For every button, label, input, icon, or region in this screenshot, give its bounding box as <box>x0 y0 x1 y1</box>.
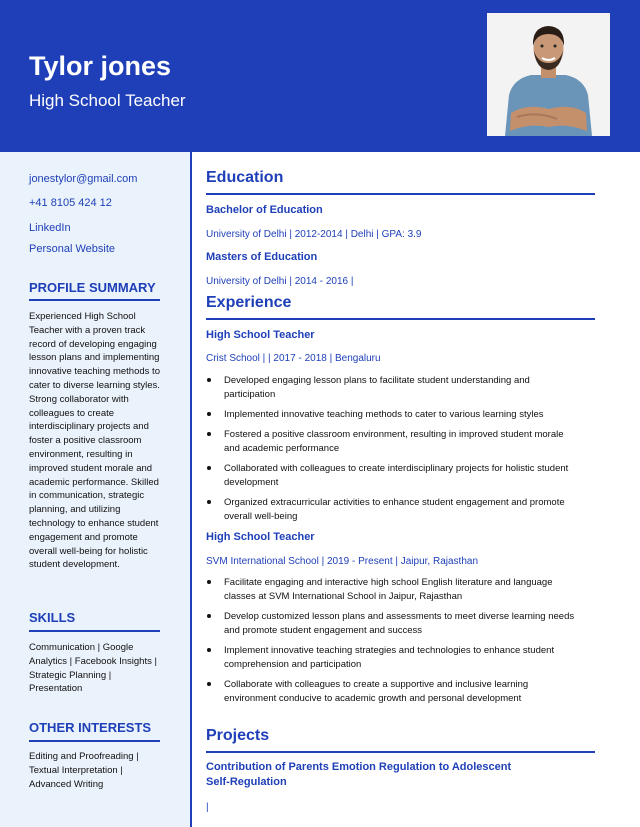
person-portrait-icon <box>487 13 610 136</box>
profile-summary-text: Experienced High School Teacher with a proven track record of developing engaging lesson plans and implementing innovative teaching methods to cater to diverse learning styles. Strong collaborator with colleagues to create interdisciplinary projects and foster a positive classroom environment, resulting in improved student morale and academic performance. Skilled in communication, strategic planning, and utilizing technology to enhance student engagement and promote overall well-being for holistic student development. <box>29 311 160 571</box>
experience-heading: Experience <box>206 294 292 311</box>
candidate-role: High School Teacher <box>29 91 186 110</box>
list-item: Fostered a positive classroom environment, resulting in improved student morale and academic performance <box>206 428 581 456</box>
education-heading: Education <box>206 169 284 186</box>
project-title: Contribution of Parents Emotion Regulation to Adolescent Self-Regulation <box>206 761 512 788</box>
projects-heading: Projects <box>206 727 270 744</box>
email-link[interactable]: jonestylor@gmail.com <box>29 173 138 185</box>
education-degree: Bachelor of Education <box>206 204 323 216</box>
profile-summary-heading: PROFILE SUMMARY <box>29 280 156 295</box>
job-bullet-list <box>206 576 581 706</box>
other-interests-heading: OTHER INTERESTS <box>29 720 152 735</box>
education-degree: Masters of Education <box>206 251 318 263</box>
job-meta: Crist School | | 2017 - 2018 | Bengaluru <box>206 353 381 364</box>
profile-photo <box>487 13 610 136</box>
projects-rule <box>206 751 595 753</box>
linkedin-link[interactable]: LinkedIn <box>29 222 71 234</box>
job-bullet-list <box>206 374 581 524</box>
list-item: Facilitate engaging and interactive high school English literature and language classes at SVM International School in Jaipur, Rajasthan <box>206 576 581 604</box>
education-meta: University of Delhi | 2012-2014 | Delhi | GPA: 3.9 <box>206 229 422 240</box>
experience-rule <box>206 318 595 320</box>
list-item: Collaborate with colleagues to create a supportive and inclusive learning environment conducive to academic growth and personal development <box>206 678 581 706</box>
other-interests-text: Editing and Proofreading | Textual Interpretation | Advanced Writing <box>29 751 139 790</box>
list-item: Develop customized lesson plans and assessments to meet diverse learning needs and promote student engagement and success <box>206 610 581 638</box>
column-divider <box>190 152 192 827</box>
website-link[interactable]: Personal Website <box>29 243 116 255</box>
list-item: Implemented innovative teaching methods to cater to various learning styles <box>206 408 581 422</box>
other-interests-rule <box>29 740 160 742</box>
skills-heading: SKILLS <box>29 610 76 625</box>
list-item: Developed engaging lesson plans to facilitate student understanding and participation <box>206 374 581 402</box>
list-item: Organized extracurricular activities to enhance student engagement and promote overall well-being <box>206 496 581 524</box>
job-title: High School Teacher <box>206 531 315 543</box>
candidate-name: Tylor jones <box>29 51 172 81</box>
job-meta: SVM International School | 2019 - Present | Jaipur, Rajasthan <box>206 556 479 567</box>
skills-text: Communication | Google Analytics | Facebook Insights | Strategic Planning | Presentation <box>29 642 157 695</box>
list-item: Collaborated with colleagues to create interdisciplinary projects for holistic student development <box>206 462 581 490</box>
list-item: Implement innovative teaching strategies and technologies to enhance student comprehension and participation <box>206 644 581 672</box>
job-title: High School Teacher <box>206 329 315 341</box>
profile-summary-rule <box>29 299 160 301</box>
education-rule <box>206 193 595 195</box>
project-meta: | <box>206 802 209 813</box>
phone-number: +41 8105 424 12 <box>29 197 112 209</box>
resume-header <box>0 0 640 152</box>
skills-rule <box>29 630 160 632</box>
education-meta: University of Delhi | 2014 - 2016 | <box>206 276 354 287</box>
